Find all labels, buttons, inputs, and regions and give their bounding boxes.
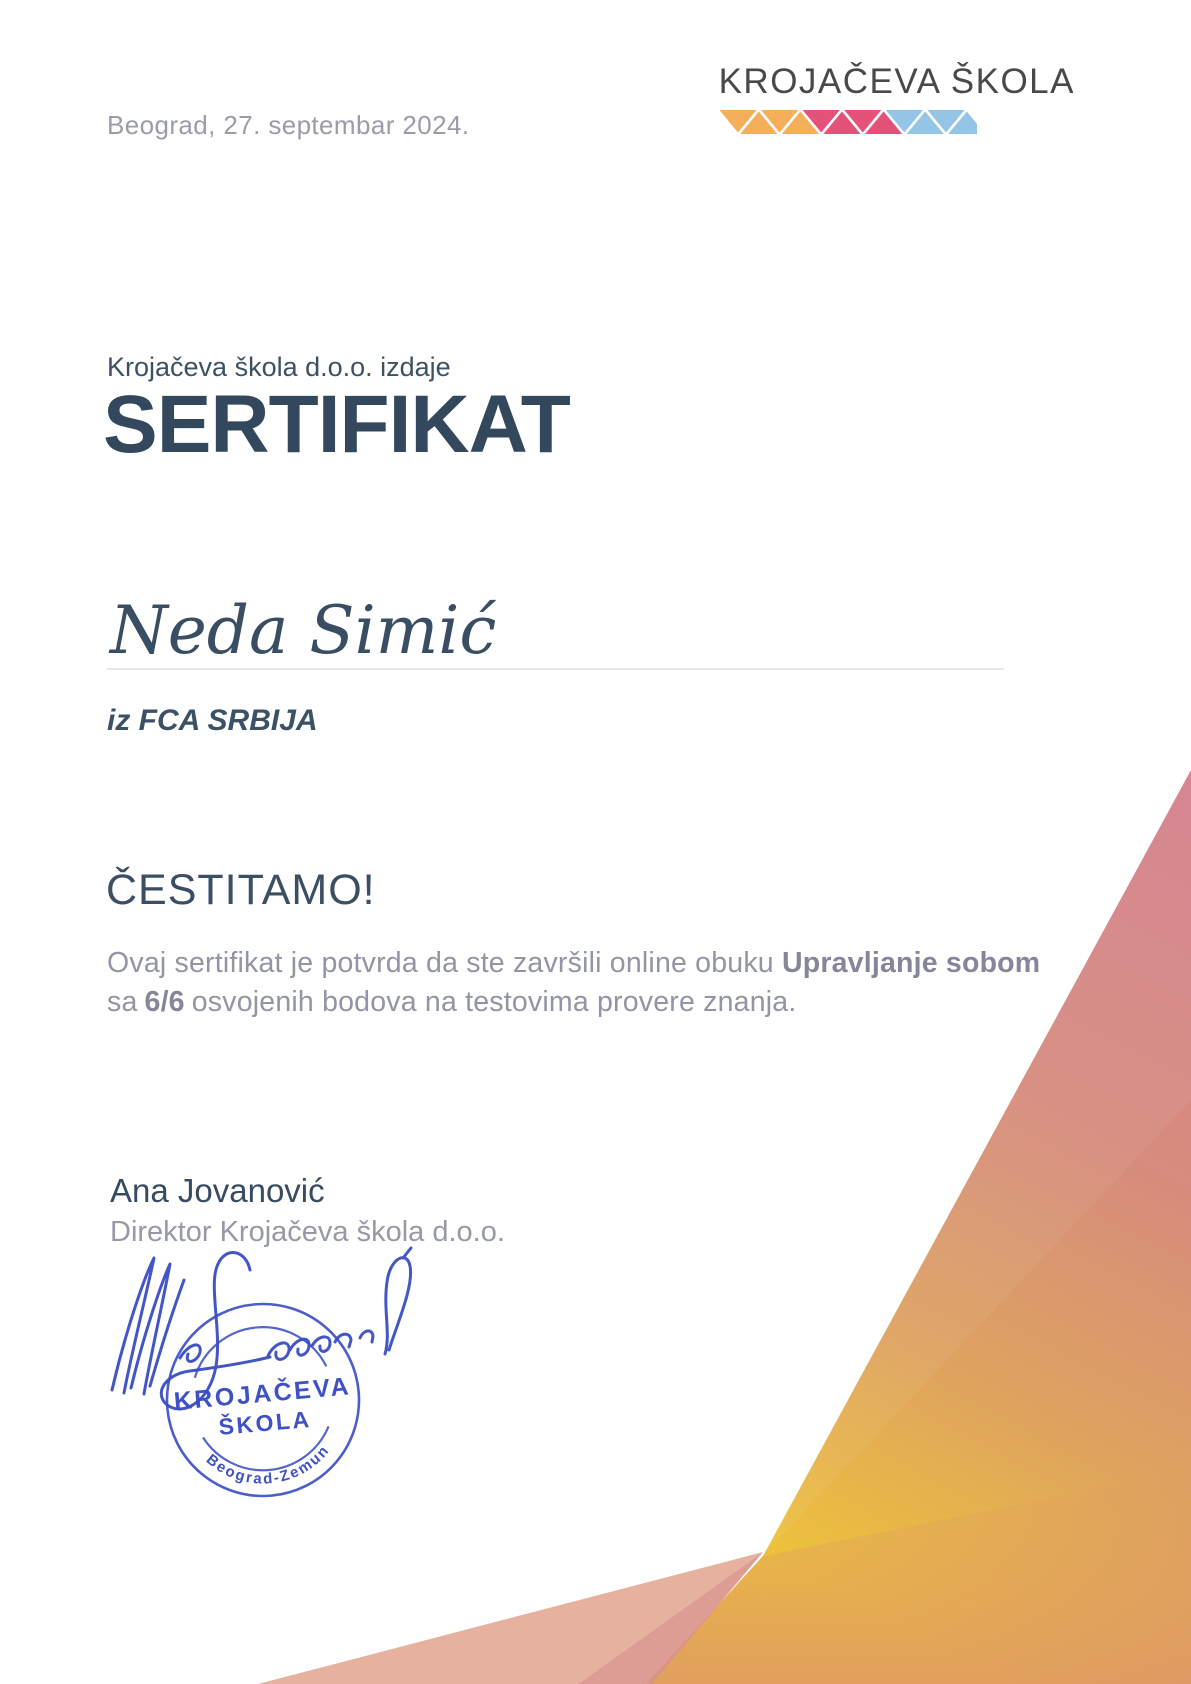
stamp-line2: ŠKOLA <box>217 1405 313 1440</box>
signature-stroke-7 <box>385 1258 411 1354</box>
signer-name: Ana Jovanović <box>110 1172 325 1209</box>
recipient-name: Neda Simić <box>110 592 497 669</box>
issuer-line: Krojačeva škola d.o.o. izdaje <box>107 352 451 382</box>
body-part2: sa <box>107 986 138 1018</box>
congrats-heading: ČESTITAMO! <box>106 866 376 914</box>
date-place-text: Beograd, 27. septembar 2024. <box>107 110 470 140</box>
signature-stroke-8 <box>403 1248 411 1258</box>
course-name: Upravljanje sobom <box>781 947 1041 979</box>
signature-stroke-6 <box>268 1331 373 1359</box>
logo-wordmark: KROJAČEVA ŠKOLA <box>718 62 1075 101</box>
certificate-title: SERTIFIKAT <box>103 379 570 470</box>
signer-title: Direktor Krojačeva škola d.o.o. <box>110 1216 505 1248</box>
name-underline <box>107 668 1004 670</box>
signature-stroke-4 <box>180 1345 200 1362</box>
logo <box>719 62 1075 140</box>
signature-scrawl <box>98 1238 443 1433</box>
svg-text:Beograd-Zemun <box>202 1441 336 1494</box>
signature-stroke-5 <box>161 1253 270 1410</box>
body-part1: Ovaj sertifikat je potvrda da ste završili online obuku <box>107 947 782 979</box>
stamp-arc-text: Beograd-Zemun <box>202 1441 334 1488</box>
body-part3: osvojenih bodova na testovima provere znanja. <box>191 986 797 1018</box>
stamp-line1: KROJAČEVA <box>172 1372 353 1416</box>
recipient-organization: iz FCA SRBIJA <box>107 704 318 737</box>
logo-triangles <box>719 109 1075 140</box>
score-value: 6/6 <box>144 986 185 1018</box>
body-paragraph <box>107 944 1107 1022</box>
